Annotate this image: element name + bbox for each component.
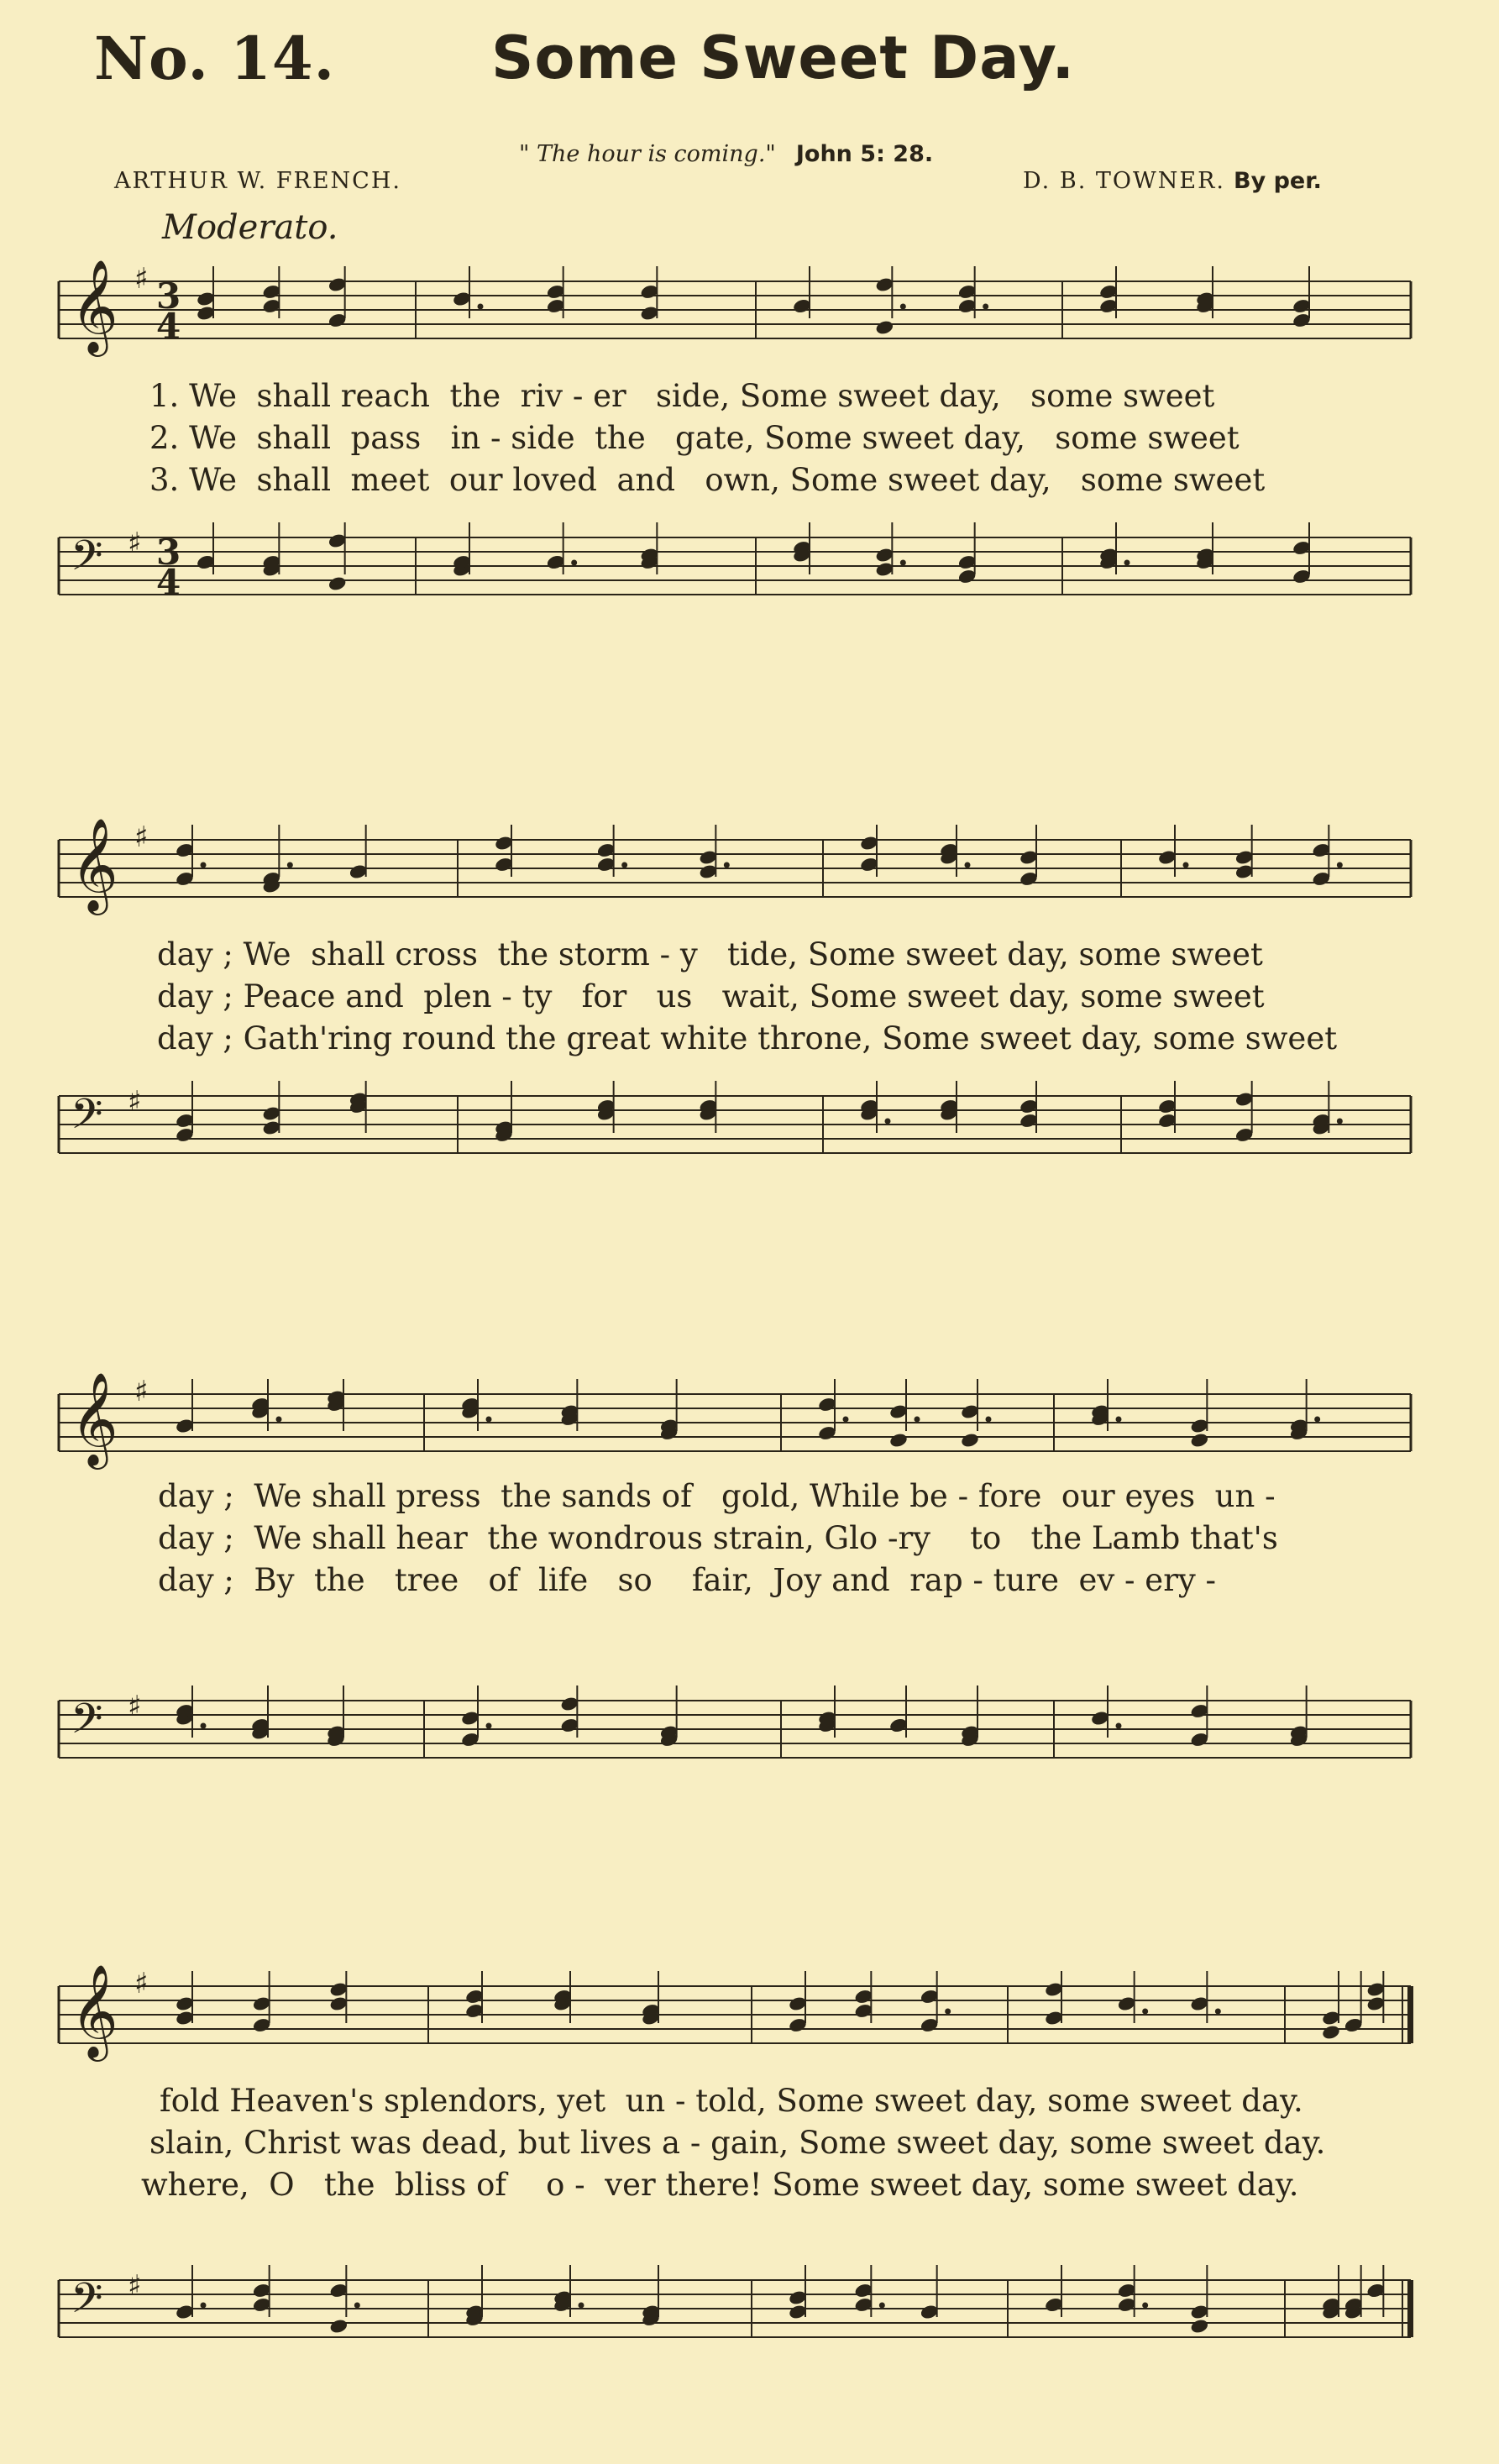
hymn-title: Some Sweet Day. <box>491 24 1076 92</box>
dot <box>1116 1723 1122 1729</box>
key-signature-sharp-icon: ♯ <box>128 1690 142 1723</box>
key-signature-sharp-icon: ♯ <box>134 1967 149 2000</box>
lyric-verse-2: day ; Peace and plen - ty for us wait, Some sweet day, some sweet <box>157 978 1265 1014</box>
dot <box>1142 2303 1148 2309</box>
dot <box>1337 862 1343 868</box>
lyric-verse-1: day ; We shall press the sands of gold, While be - fore our eyes un - <box>158 1478 1276 1514</box>
final-bar-thick <box>1407 1986 1413 2043</box>
dot <box>986 1417 992 1423</box>
music-system-4 <box>50 1932 1461 2435</box>
composer-credit <box>1023 168 1322 194</box>
treble-staff <box>50 244 1461 378</box>
epigraph <box>519 141 933 167</box>
bass-staff <box>50 2217 1461 2402</box>
lyricist: ARTHUR W. FRENCH. <box>114 168 401 194</box>
dot <box>1183 862 1189 868</box>
dot <box>1337 1119 1343 1125</box>
dot <box>287 862 293 868</box>
key-signature-sharp-icon: ♯ <box>134 1375 149 1408</box>
time-signature-bottom: 4 <box>156 562 181 603</box>
dot <box>900 560 906 566</box>
dot <box>621 862 627 868</box>
music-system-3 <box>50 1339 1461 1843</box>
note-head <box>1321 2024 1341 2041</box>
dot <box>965 862 971 868</box>
bass-staff <box>50 1642 1461 1818</box>
lyric-verse-2: slain, Christ was dead, but lives a - gain, Some sweet day, some sweet day. <box>149 2125 1326 2161</box>
treble-clef-icon: 𝄞 <box>71 259 118 353</box>
dot <box>201 862 207 868</box>
treble-staff-lines <box>59 1986 1411 2043</box>
time-signature-top: 3 <box>156 275 181 317</box>
music-system-2 <box>50 798 1461 1201</box>
dot <box>1124 560 1130 566</box>
lyric-verse-1: day ; We shall cross the storm - y tide, Some sweet day, some sweet <box>157 936 1263 972</box>
time-signature-bottom: 4 <box>156 306 181 347</box>
treble-clef-icon: 𝄞 <box>71 1963 118 2058</box>
dot <box>354 2303 360 2309</box>
note-head <box>875 319 895 336</box>
music-system-1 <box>50 244 1461 638</box>
treble-staff-lines <box>59 840 1411 897</box>
bass-clef-icon: 𝄢 <box>71 2274 103 2333</box>
lyric-verse-3: where, O the bliss of o - ver there! Some sweet day, some sweet day. <box>141 2167 1299 2203</box>
bass-clef-icon: 𝄢 <box>71 1090 103 1149</box>
dot <box>945 2009 951 2015</box>
note-head <box>888 1432 909 1449</box>
treble-clef-icon: 𝄞 <box>71 1371 118 1465</box>
dot <box>900 304 906 310</box>
treble-clef-icon: 𝄞 <box>71 817 118 911</box>
hymn-number: No. 14. <box>94 24 335 93</box>
dot <box>478 304 484 310</box>
lyric-verse-3: day ; By the tree of life so fair, Joy and rap - ture ev - ery - <box>158 1562 1217 1598</box>
key-signature-sharp-icon: ♯ <box>128 527 142 560</box>
time-signature-top: 3 <box>156 532 181 573</box>
bass-staff <box>50 495 1461 638</box>
bass-clef-icon: 𝄢 <box>71 532 103 590</box>
key-signature-sharp-icon: ♯ <box>128 1085 142 1119</box>
note-head <box>960 1432 980 1449</box>
dot <box>915 1417 920 1423</box>
composer-name: D. B. TOWNER. <box>1023 168 1225 194</box>
dot <box>579 2303 584 2309</box>
final-bar-thick <box>1407 2280 1413 2337</box>
lyric-verse-3: day ; Gath'ring round the great white throne, Some sweet day, some sweet <box>157 1020 1338 1056</box>
dot <box>983 304 988 310</box>
key-signature-sharp-icon: ♯ <box>134 820 149 854</box>
dot <box>843 1417 849 1423</box>
dot <box>1215 2009 1221 2015</box>
lyric-verse-2: 2. We shall pass in - side the gate, Some sweet day, some sweet <box>149 420 1240 456</box>
lyric-verse-2: day ; We shall hear the wondrous strain, Glo -ry to the Lamb that's <box>158 1520 1278 1556</box>
dot <box>879 2303 885 2309</box>
dot <box>201 2303 207 2309</box>
note-head <box>1190 2318 1210 2335</box>
bass-staff <box>50 1050 1461 1201</box>
dot <box>571 560 577 566</box>
lyric-verse-1: fold Heaven's splendors, yet un - told, Some sweet day, some sweet day. <box>160 2083 1303 2119</box>
epigraph-quote: " The hour is coming." <box>519 141 776 167</box>
bass-clef-icon: 𝄢 <box>71 1695 103 1754</box>
key-signature-sharp-icon: ♯ <box>134 262 149 296</box>
lyric-verse-3: 3. We shall meet our loved and own, Some sweet day, some sweet <box>149 462 1266 498</box>
dot <box>885 1119 891 1125</box>
dot <box>486 1723 492 1729</box>
dot <box>486 1417 492 1423</box>
tempo-marking: Moderato. <box>162 208 338 247</box>
dot <box>1314 1417 1320 1423</box>
dot <box>276 1417 282 1423</box>
treble-staff <box>50 798 1461 941</box>
dot <box>1116 1417 1122 1423</box>
key-signature-sharp-icon: ♯ <box>128 2269 142 2303</box>
dot <box>724 862 730 868</box>
note-head <box>1190 1432 1210 1449</box>
permission-note: By per. <box>1234 168 1322 194</box>
treble-staff <box>50 1932 1461 2100</box>
dot <box>1142 2009 1148 2015</box>
lyric-verse-1: 1. We shall reach the riv - er side, Some sweet day, some sweet <box>149 378 1215 414</box>
epigraph-reference: John 5: 28. <box>795 141 934 167</box>
bass-staff-lines <box>59 1096 1411 1153</box>
dot <box>201 1723 207 1729</box>
note-head <box>329 2318 349 2335</box>
note-head <box>328 575 348 592</box>
